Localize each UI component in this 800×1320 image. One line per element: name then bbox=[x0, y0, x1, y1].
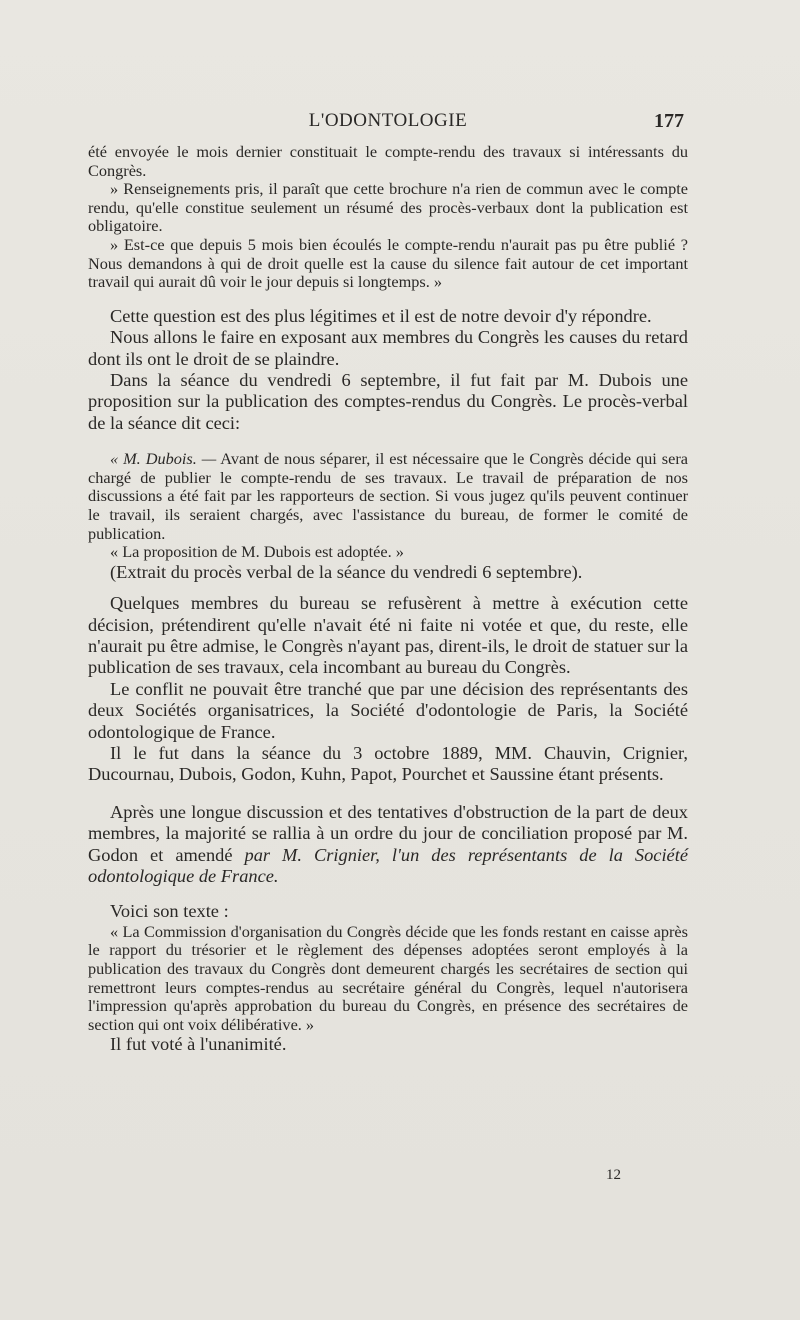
paragraph-1: été envoyée le mois dernier constituait le compte-rendu des travaux si intéressants du Congrès. bbox=[88, 142, 688, 180]
paragraph-16: Il fut voté à l'unanimité. bbox=[110, 1034, 287, 1055]
paragraph-14: Voici son texte : bbox=[110, 901, 229, 922]
printer-signature: 12 bbox=[606, 1167, 621, 1183]
paragraph-6: Dans la séance du vendredi 6 septembre, il fut fait par M. Dubois une proposition sur la publication des comptes-rendus du Congrès. Le procès-verbal de la séance dit ceci: bbox=[88, 369, 688, 433]
page-number: 177 bbox=[654, 110, 684, 132]
paragraph-3: » Est-ce que depuis 5 mois bien écoulés le compte-rendu n'aurait pas pu être publié ? Nous demandons à qui de droit quelle est la cause du silence fait autour de cet important travail qui aurait dû voir le jour depuis si longtemps. » bbox=[88, 234, 688, 292]
paragraph-extract: (Extrait du procès verbal de la séance du vendredi 6 septembre). bbox=[110, 561, 583, 582]
quote-speaker: « M. Dubois. — bbox=[110, 449, 217, 469]
paragraph-adoption: « La proposition de M. Dubois est adoptée. » bbox=[110, 542, 404, 562]
page-body bbox=[88, 143, 688, 1056]
paragraph-10: Quelques membres du bureau se refusèrent à mettre à exécution cette décision, prétendirent qu'elle n'avait été ni faite ni votée et que, du reste, elle n'aurait pu être admise, le Congrès n'ayant pas, dirent-ils, le droit de statuer sur la publication de ses travaux, cela incombant au bureau du Congrès. bbox=[88, 593, 688, 678]
quote-dubois bbox=[88, 450, 688, 543]
paragraph-4: Cette question est des plus légitimes et il est de notre devoir d'y répondre. bbox=[110, 305, 652, 326]
paragraph-13-italic: par M. Crignier, l'un des représentants de la Société odontologique de France. bbox=[88, 844, 688, 887]
quote-commission: « La Commission d'organisation du Congrès décide que les fonds restant en caisse après le rapport du trésorier et le règlement des dépenses adoptées seront employés à la publication des travaux du Congrès dont demeurent chargés les secrétaires de section qui remettront leurs comptes-rendus au secrétaire général du Congrès, lequel n'autorisera l'impression qu'après approbation du bureau du Congrès, en présence des secrétaires de section qui ont voix délibérative. » bbox=[88, 921, 688, 1034]
paragraph-13 bbox=[88, 802, 688, 888]
paragraph-11: Le conflit ne pouvait être tranché que par une décision des représentants des deux Sociétés organisatrices, la Société d'odontologie de Paris, la Société odontologique de France. bbox=[88, 678, 688, 742]
quote-text: Avant de nous séparer, il est nécessaire que le Congrès décide qui sera chargé de publier le compte-rendu de ses travaux. Le travail de préparation de nos discussions a été fait par les rapporteurs de section. Si vous jugez qu'ils peuvent continuer le travail, ils seraient chargés, avec l'assistance du bureau, de former le comité de publication. bbox=[88, 449, 688, 543]
paragraph-13-text: Après une longue discussion et des tentatives d'obstruction de la part de deux membres, la majorité se rallia à un ordre du jour de conciliation proposé par M. Godon et amendé bbox=[88, 801, 688, 865]
paragraph-12: Il le fut dans la séance du 3 octobre 1889, MM. Chauvin, Crignier, Ducournau, Dubois, Godon, Kuhn, Papot, Pourchet et Saussine étant présents. bbox=[88, 743, 688, 785]
paragraph-2: » Renseignements pris, il paraît que cette brochure n'a rien de commun avec le compte rendu, qu'elle constitue seulement un résumé des procès-verbaux dont la publication est obligatoire. bbox=[88, 179, 688, 236]
page-header bbox=[88, 110, 688, 140]
running-title: L'ODONTOLOGIE bbox=[308, 110, 468, 131]
paragraph-5: Nous allons le faire en exposant aux membres du Congrès les causes du retard dont ils ont le droit de se plaindre. bbox=[88, 327, 688, 369]
